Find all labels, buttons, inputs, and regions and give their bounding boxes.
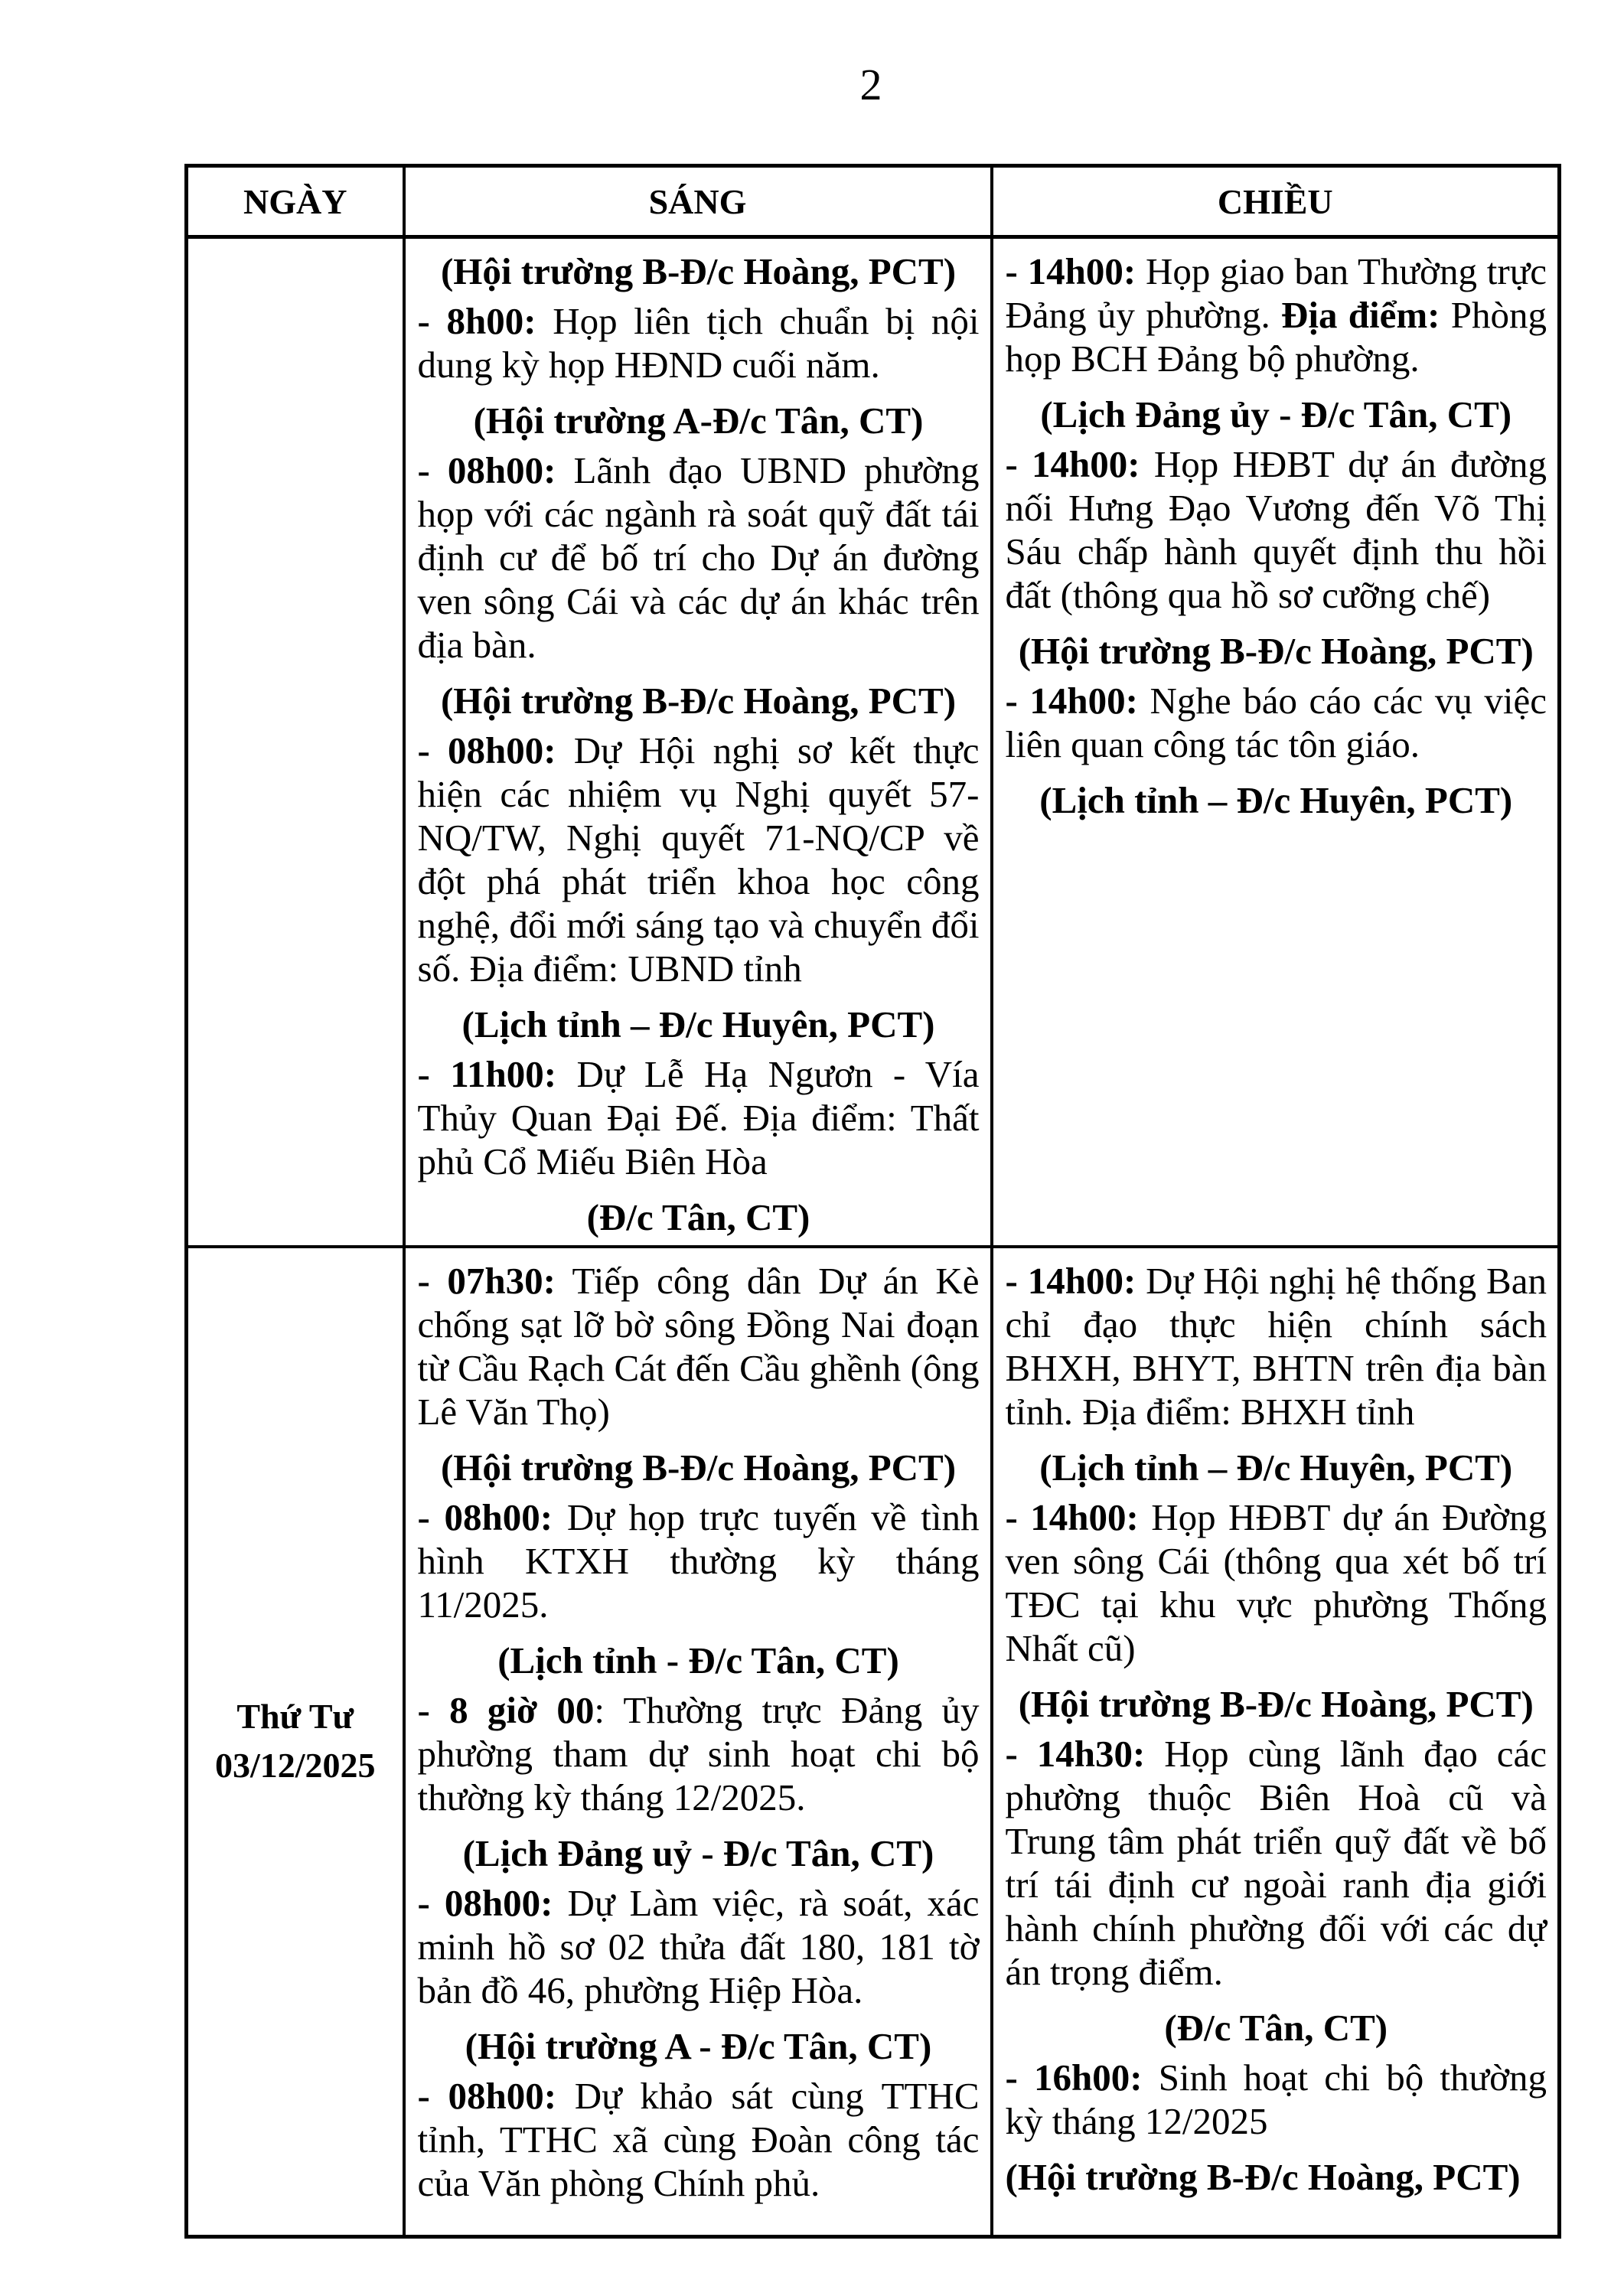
schedule-entry: - 16h00: Sinh hoạt chi bộ thường kỳ tháng 12/2025 — [1005, 2056, 1547, 2142]
entry-time: - 08h00: — [417, 449, 556, 491]
schedule-entry: - 14h30: Họp cùng lãnh đạo các phường thuộc Biên Hoà cũ và Trung tâm phát triển quỹ đất về bố trí tái định cư ngoài ranh địa giới hành chính phường đối với các dự án trọng điểm. — [1005, 1733, 1547, 1993]
schedule-entry: - 14h00: Họp HĐBT dự án đường nối Hưng Đạo Vương đến Võ Thị Sáu chấp hành quyết định thu hồi đất (thông qua hồ sơ cưỡng chế) — [1005, 443, 1547, 616]
session-location-heading: (Hội trường B-Đ/c Hoàng, PCT) — [440, 680, 957, 722]
schedule-entry: - 08h00: Dự Làm việc, rà soát, xác minh hồ sơ 02 thửa đất 180, 181 tờ bản đồ 46, phường Hiệp Hòa. — [417, 1882, 980, 2011]
entry-time: - 08h00: — [417, 1882, 553, 1924]
session-location-heading: (Hội trường B-Đ/c Hoàng, PCT) — [1005, 2156, 1521, 2198]
schedule-entry: - 08h00: Lãnh đạo UBND phường họp với các ngành rà soát quỹ đất tái định cư để bố trí cho Dự án đường ven sông Cái và các dự án khác trên địa bàn. — [417, 449, 980, 666]
day-label-line: 03/12/2025 — [214, 1746, 376, 1786]
entry-time: - 8h00: — [417, 300, 536, 342]
entry-time: - 14h00: — [1005, 443, 1140, 485]
schedule-entry: - 08h00: Dự Hội nghị sơ kết thực hiện các nhiệm vụ Nghị quyết 57-NQ/TW, Nghị quyết 71-NQ/CP về đột phá phát triển khoa học công nghệ, đổi mới sáng tạo và chuyển đổi số. Địa điểm: UBND tỉnh — [417, 729, 980, 990]
session-location-heading: (Lịch tỉnh – Đ/c Huyên, PCT) — [461, 1003, 935, 1045]
morning-cell — [404, 237, 992, 1247]
schedule-entry: - 11h00: Dự Lễ Hạ Ngươn - Vía Thủy Quan Đại Đế. Địa điểm: Thất phủ Cổ Miếu Biên Hòa — [417, 1053, 980, 1182]
schedule-header — [187, 166, 1560, 237]
morning-cell — [404, 1247, 992, 2236]
session-location-heading: (Hội trường A-Đ/c Tân, CT) — [473, 400, 924, 442]
schedule-row — [187, 237, 1560, 1247]
schedule-entry: - 08h00: Dự khảo sát cùng TTHC tỉnh, TTHC xã cùng Đoàn công tác của Văn phòng Chính phủ. — [417, 2075, 980, 2204]
session-location-heading: (Lịch Đảng uỷ - Đ/c Tân, CT) — [462, 1832, 934, 1874]
day-cell — [187, 237, 404, 1247]
entry-time: - 14h00: — [1005, 1496, 1139, 1538]
entry-time: - 14h30: — [1005, 1733, 1146, 1775]
session-location-heading: (Hội trường B-Đ/c Hoàng, PCT) — [440, 1446, 957, 1489]
schedule-entry: - 08h00: Dự họp trực tuyến về tình hình KTXH thường kỳ tháng 11/2025. — [417, 1496, 980, 1626]
entry-time: - 14h00: — [1005, 250, 1136, 292]
schedule-entry: - 8h00: Họp liên tịch chuẩn bị nội dung kỳ họp HĐND cuối năm. — [417, 300, 980, 386]
column-header-day: NGÀY — [187, 166, 404, 237]
session-location-heading: (Hội trường B-Đ/c Hoàng, PCT) — [1018, 630, 1534, 672]
entry-time: Địa điểm: — [1281, 294, 1440, 336]
schedule-row — [187, 1247, 1560, 2236]
session-location-heading: (Lịch tỉnh - Đ/c Tân, CT) — [497, 1639, 899, 1681]
entry-time: - 08h00: — [417, 1496, 553, 1538]
session-location-heading: (Đ/c Tân, CT) — [586, 1196, 810, 1238]
afternoon-cell — [992, 1247, 1560, 2236]
schedule-entry: - 8 giờ 00: Thường trực Đảng ủy phường tham dự sinh hoạt chi bộ thường kỳ tháng 12/2025. — [417, 1689, 980, 1818]
entry-time: - 11h00: — [417, 1053, 557, 1095]
entry-time: - 8 giờ 00 — [417, 1689, 595, 1731]
session-location-heading: (Hội trường B-Đ/c Hoàng, PCT) — [440, 250, 957, 292]
schedule-entry: - 07h30: Tiếp công dân Dự án Kè chống sạt lỡ bờ sông Đồng Nai đoạn từ Cầu Rạch Cát đến Cầu ghềnh (ông Lê Văn Thọ) — [417, 1260, 980, 1433]
day-cell — [187, 1247, 404, 2236]
session-location-heading: (Lịch tỉnh – Đ/c Huyên, PCT) — [1039, 779, 1513, 821]
page-number: 2 — [859, 60, 882, 109]
session-location-heading: (Lịch tỉnh – Đ/c Huyên, PCT) — [1039, 1446, 1513, 1489]
session-location-heading: (Đ/c Tân, CT) — [1164, 2007, 1388, 2049]
session-location-heading: (Hội trường B-Đ/c Hoàng, PCT) — [1018, 1683, 1534, 1725]
session-location-heading: (Hội trường A - Đ/c Tân, CT) — [465, 2025, 932, 2067]
day-label-line: Thứ Tư — [236, 1697, 354, 1737]
entry-time: - 16h00: — [1005, 2056, 1143, 2099]
schedule-entry: - 14h00: Họp giao ban Thường trực Đảng ủy phường. Địa điểm: Phòng họp BCH Đảng bộ phường. — [1005, 250, 1547, 380]
column-header-morning: SÁNG — [404, 166, 992, 237]
afternoon-cell — [992, 237, 1560, 1247]
entry-time: - 14h00: — [1005, 680, 1138, 722]
schedule-table — [184, 164, 1561, 2239]
entry-time: - 14h00: — [1005, 1260, 1136, 1302]
schedule-entry: - 14h00: Họp HĐBT dự án Đường ven sông Cái (thông qua xét bố trí TĐC tại khu vực phường Thống Nhất cũ) — [1005, 1496, 1547, 1669]
entry-time: - 08h00: — [417, 729, 556, 771]
entry-time: - 08h00: — [417, 2075, 557, 2117]
header-row — [187, 166, 1560, 237]
entry-time: - 07h30: — [417, 1260, 556, 1302]
session-location-heading: (Lịch Đảng ủy - Đ/c Tân, CT) — [1040, 393, 1512, 435]
schedule-entry: - 14h00: Dự Hội nghị hệ thống Ban chỉ đạo thực hiện chính sách BHXH, BHYT, BHTN trên địa bàn tỉnh. Địa điểm: BHXH tỉnh — [1005, 1260, 1547, 1433]
column-header-afternoon: CHIỀU — [992, 166, 1560, 237]
schedule-entry: - 14h00: Nghe báo cáo các vụ việc liên quan công tác tôn giáo. — [1005, 680, 1547, 765]
schedule-body — [187, 237, 1560, 2237]
